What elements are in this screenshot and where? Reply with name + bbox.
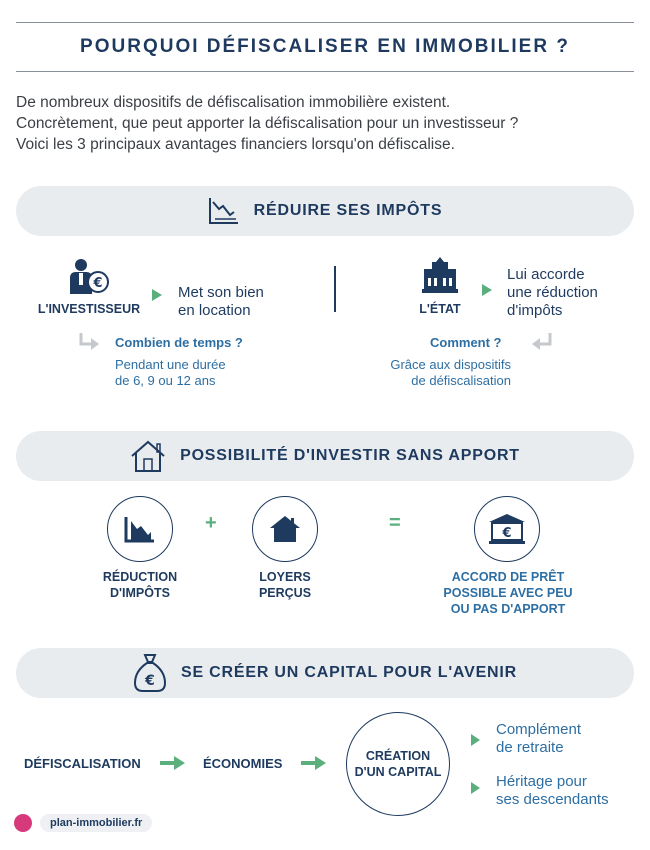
section-capital-header [16,648,634,698]
section-reduce-taxes-header [16,186,634,236]
svg-text:€: € [502,526,512,541]
rent-line: PERÇUS [258,586,312,600]
state-label: L'ÉTAT [419,302,461,316]
arrow-turn-left-icon [529,332,553,352]
outcome-retirement [496,721,581,757]
arrow-right-icon [470,782,481,794]
capital-label [355,748,442,780]
bank-euro-icon [487,513,527,545]
step-economies: ÉCONOMIES [203,756,283,771]
plus-sign: + [205,512,217,534]
state-answer-line: de défiscalisation [411,373,511,388]
outcome-line: de retraite [496,739,564,756]
footer-url[interactable]: plan-immobilier.fr [40,814,152,832]
outcome-line: ses descendants [496,791,609,808]
svg-text:€: € [145,673,155,689]
chart-down-icon [208,196,240,226]
capital-line: D'UN CAPITAL [354,765,442,779]
outcome-inheritance [496,773,609,809]
footer-badge[interactable] [14,812,152,834]
rent-label [235,569,335,601]
capital-line: CRÉATION [365,749,431,763]
brand-dot-icon [14,814,32,832]
section-title: SE CRÉER UN CAPITAL POUR L'AVENIR [180,664,517,681]
investor-action-line: en location [178,302,251,319]
intro-line: De nombreux dispositifs de défiscalisation immobilière existent. [16,94,451,111]
arrow-right-icon [301,755,327,771]
state-question: Comment ? [430,335,502,350]
money-bag-icon [133,653,167,693]
state-action-line: une réduction [507,284,598,301]
loan-line: ACCORD DE PRÊT [451,570,565,584]
state-answer [355,357,511,389]
loan-line: POSSIBLE AVEC PEU [443,586,573,600]
arrow-right-icon [160,755,186,771]
investor-label: L'INVESTISSEUR [37,302,141,316]
rent-circle [252,496,318,562]
page-title: POURQUOI DÉFISCALISER EN IMMOBILIER ? [80,36,570,57]
house-icon [130,439,166,473]
loan-line: OU PAS D'APPORT [450,602,566,616]
section-title: POSSIBILITÉ D'INVESTIR SANS APPORT [180,447,520,464]
loan-circle [474,496,540,562]
divider [334,266,336,312]
arrow-right-icon [151,289,163,301]
tax-reduction-line: RÉDUCTION [102,570,178,584]
chart-down-icon [124,515,156,543]
outcome-line: Complément [496,721,582,738]
investor-question: Combien de temps ? [115,335,243,350]
state-action [507,266,598,320]
equals-sign: = [389,512,401,534]
investor-action-line: Met son bien [178,284,264,301]
intro-line: Concrètement, que peut apporter la défiscalisation pour un investisseur ? [16,115,519,132]
state-building-icon [421,256,459,294]
tax-reduction-label [90,569,190,601]
state-answer-line: Grâce aux dispositifs [390,357,511,372]
state-action-line: d'impôts [507,302,563,319]
state-action-line: Lui accorde [507,266,585,283]
investor-icon [68,258,110,296]
step-defiscalisation: DÉFISCALISATION [24,756,141,771]
arrow-right-icon [481,284,493,296]
investor-answer [115,357,226,389]
house-filled-icon [269,515,301,543]
intro-line: Voici les 3 principaux avantages financiers lorsqu'on défiscalise. [16,136,455,153]
svg-text:€: € [93,276,103,291]
investor-answer-line: Pendant une durée [115,357,226,372]
arrow-turn-right-icon [78,332,102,352]
tax-reduction-circle [107,496,173,562]
tax-reduction-line: D'IMPÔTS [110,586,170,600]
investor-action [178,284,264,320]
title-bar [16,22,634,72]
section-title: RÉDUIRE SES IMPÔTS [253,202,443,219]
section-no-deposit-header [16,431,634,481]
rent-line: LOYERS [259,570,311,584]
arrow-right-icon [470,734,481,746]
capital-circle [346,712,450,816]
loan-label [434,569,582,617]
intro-paragraph [16,92,636,155]
outcome-line: Héritage pour [496,773,587,790]
investor-answer-line: de 6, 9 ou 12 ans [115,373,216,388]
